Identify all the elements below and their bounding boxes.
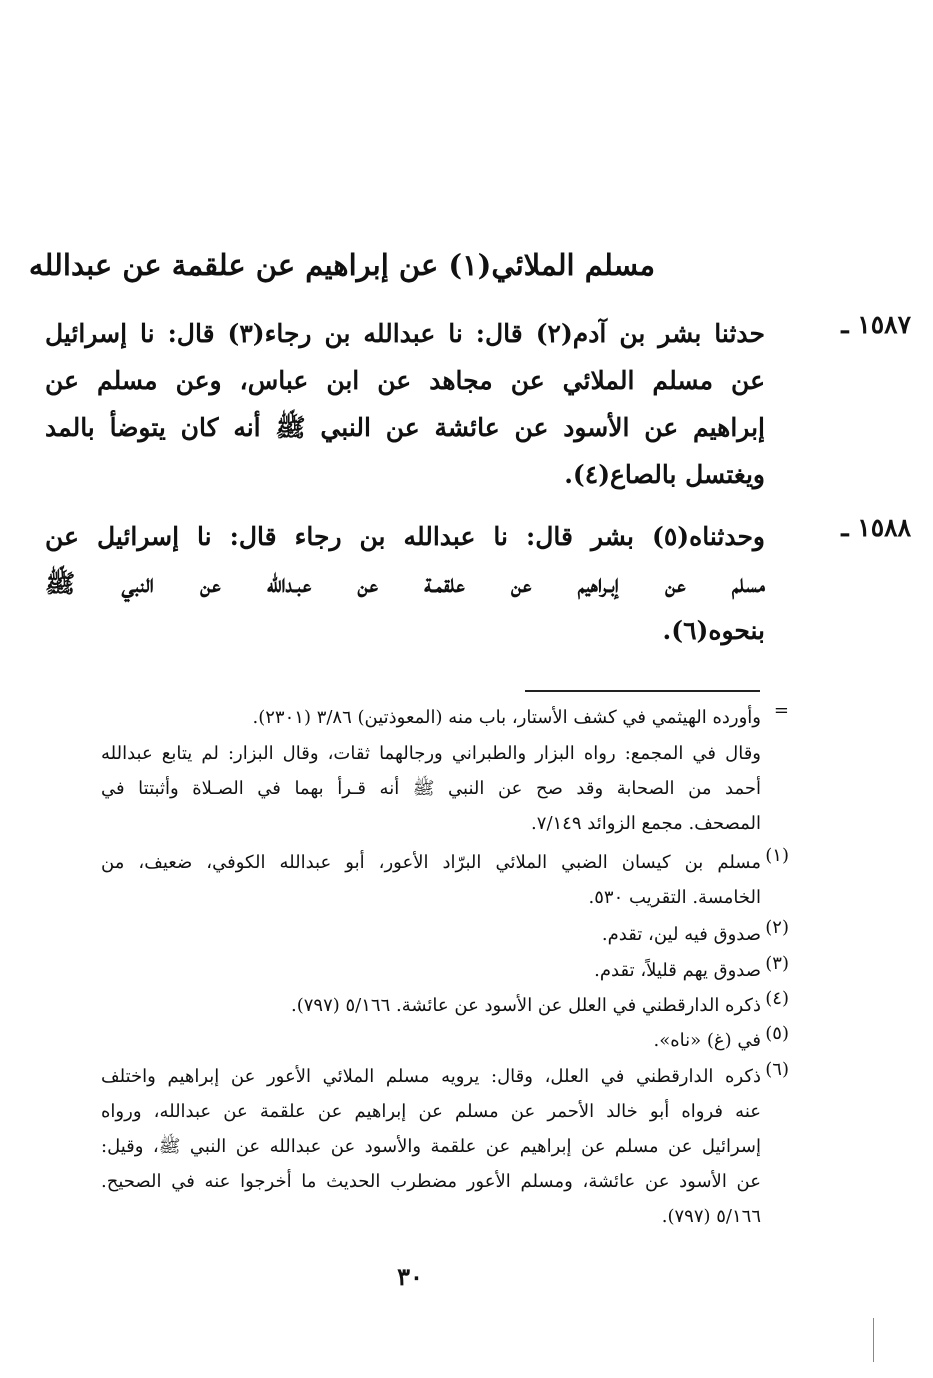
hadith-line: مسلم عن إبـراهيم عن علقمـة عن عبـدالله عن النبي ﷺ [45, 569, 765, 598]
page-number: ٣٠ [397, 1262, 423, 1291]
footnote-line: وأورده الهيثمي في كشف الأستار، باب منه (المعوذتين) ٣/٨٦ (٢٣٠١). [252, 707, 761, 728]
footnote-marker: (٦) [765, 1059, 789, 1080]
footnote-majma [101, 736, 761, 841]
hadith-line: حدثنا بشر بن آدم(٢) قال: نا عبدالله بن رجاء(٣) قال: نا إسرائيل [45, 319, 765, 348]
footnote-continuation [101, 700, 789, 735]
footnote-line: إسرائيل عن مسلم عن إبراهيم عن علقمة والأسود عن عبدالله عن النبي ﷺ، وقيل: [101, 1136, 761, 1157]
hadith-line: إبراهيم عن الأسود عن عائشة عن النبي ﷺ أنه كان يتوضأ بالمد [45, 413, 765, 442]
footnote-line: في (غ) «ناه». [653, 1030, 761, 1051]
footnote-1 [101, 845, 789, 915]
footnote-line: وقال في المجمع: رواه البزار والطبراني ورجالهما ثقات، وقال البزار: لم يتابع عبدالله [101, 743, 761, 764]
footnote-marker: (٣) [765, 953, 789, 974]
footnote-line: مسلم بن كيسان الضبي الملائي البرّاد الأعور، أبو عبدالله الكوفي، ضعيف، من [101, 852, 761, 873]
footnote-marker: (٢) [765, 917, 789, 938]
scan-edge-mark [873, 1318, 876, 1362]
footnote-line: صدوق فيه لين، تقدم. [601, 924, 761, 945]
hadith-line: ويغتسل بالصاع(٤). [564, 460, 765, 489]
footnote-line: أحمد من الصحابة وقد صح عن النبي ﷺ أنه قـرأ بهما في الصـلاة وأثبتتا في [101, 778, 761, 799]
footnote-5 [101, 1023, 789, 1058]
footnote-marker: (١) [765, 845, 789, 866]
hadith-number: ١٥٨٧ ـ [841, 310, 911, 339]
hadith-number: ١٥٨٨ ـ [841, 513, 911, 542]
footnote-line: عن الأسود عن عائشة، ومسلم الأعور مضطرب الحديث ما أخرجوا عنه في الصحيح. [101, 1171, 761, 1192]
footnote-3 [101, 953, 789, 988]
footnote-line: ٥/١٦٦ (٧٩٧). [661, 1206, 761, 1227]
footnote-marker: (٤) [765, 988, 789, 1009]
footnote-marker: = [773, 700, 789, 721]
footnote-line: ذكره الدارقطني في العلل عن الأسود عن عائشة. ٥/١٦٦ (٧٩٧). [291, 995, 761, 1016]
chapter-heading: مسلم الملائي(١) عن إبراهيم عن علقمة عن عبدالله [28, 248, 655, 282]
footnote-separator [525, 690, 760, 692]
footnote-line: الخامسة. التقريب ٥٣٠. [588, 887, 761, 908]
footnote-marker: (٥) [765, 1023, 789, 1044]
footnote-6 [101, 1059, 789, 1234]
hadith-line: بنحوه(٦). [662, 616, 765, 645]
hadith-line: عن مسلم الملائي عن مجاهد عن ابن عباس، وعن مسلم عن [45, 366, 765, 395]
footnote-2 [101, 917, 789, 952]
footnote-line: صدوق يهم قليلاً، تقدم. [594, 960, 761, 981]
footnote-line: عنه فرواه أبو خالد الأحمر عن مسلم عن إبراهيم عن علقمة عن عبدالله، ورواه [101, 1101, 761, 1122]
footnote-4 [101, 988, 789, 1023]
hadith-1587 [45, 310, 911, 498]
footnote-line: المصحف. مجمع الزوائد ٧/١٤٩. [531, 813, 761, 834]
hadith-line: وحدثناه(٥) بشر قال: نا عبدالله بن رجاء قال: نا إسرائيل عن [45, 522, 765, 551]
hadith-1588 [45, 513, 911, 654]
footnote-line: ذكره الدارقطني في العلل، وقال: يرويه مسلم الملائي الأعور عن إبراهيم واختلف [101, 1066, 761, 1087]
